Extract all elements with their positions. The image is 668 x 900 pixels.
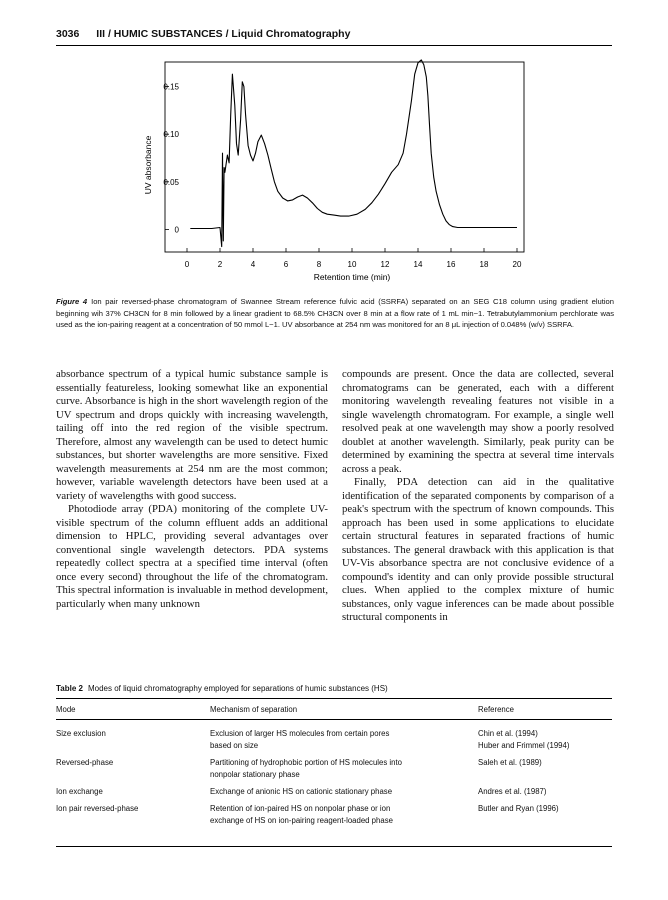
cell-line: Exclusion of larger HS molecules from certain pores [210,729,390,739]
cell-reference [478,754,612,783]
table-header-row [56,699,612,720]
y-tick-label: 0.05 [163,177,179,187]
cell-mode: Size exclusion [56,729,106,739]
cell-line: Chin et al. (1994) [478,729,538,739]
plot-area [143,60,524,282]
x-tick-label: 12 [380,260,390,269]
paragraph: Finally, PDA detection can aid in the qualitative identification of the separated components by comparison of a peak's spectrum with the spectrum of known compounds. This approach has been used in some applications to elucidate certain structural features in separated fractions of humic substances. The general drawback with this application is that UV-Vis absorbance spectra are not conclusive evidence of a compound's identity and can only provide possible structural clues. When applied to the complex mixture of humic substances, only vague inferences can be made about possible structural components in [342,476,614,623]
cell-reference [478,800,612,829]
table-title-text: Modes of liquid chromatography employed for separations of humic substances (HS) [87,684,388,693]
figure-caption [56,296,614,331]
cell-mechanism [210,754,478,783]
header-mode: Mode [56,699,210,720]
cell-mode: Reversed-phase [56,758,114,768]
cell-line: based on size [210,740,259,750]
table-title [56,684,388,693]
series-line [190,60,517,247]
table-row [56,754,612,783]
y-tick-label: 0 [174,225,179,235]
cell-reference [478,783,612,800]
x-tick-label: 2 [217,260,223,269]
cell-line: Huber and Frimmel (1994) [478,740,570,750]
table-row [56,720,612,754]
modes-table [56,698,612,829]
cell-line: Andres et al. (1987) [478,787,547,797]
y-tick-label: 0.10 [163,130,179,140]
cell-mode: Ion exchange [56,787,103,797]
cell-line: Retention of ion-paired HS on nonpolar phase or ion [210,804,391,814]
cell-reference [478,720,612,754]
table-row [56,800,612,829]
x-tick-label: 18 [479,260,489,269]
chromatogram-figure [0,0,668,292]
body-column-left [56,368,328,611]
header-mechanism: Mechanism of separation [210,699,478,720]
figure-label: Figure 4 [56,297,88,306]
table-bottom-rule [56,846,612,847]
header-reference: Reference [478,699,612,720]
x-tick-label: 4 [250,260,256,269]
x-tick-label: 8 [316,260,322,269]
cell-mechanism [210,720,478,754]
y-tick-label: 0.15 [163,82,179,92]
running-title: III / HUMIC SUBSTANCES / Liquid Chromatography [96,28,351,40]
paragraph: absorbance spectrum of a typical humic substance sample is essentially featureless, looking somewhat like an exponential curve. Absorbance is high in the short wavelength region of the UV spectrum and drops quickly with increasing wavelength, tailing off into the red region of the visible spectrum. Therefore, almost any wavelength can be used to detect humic substances, but shorter wavelengths are more sensitive. Fixed wavelength measurements at 254 nm are the most common; however, variable wavelength detectors have been used at a variety of wavelengths with good success. [56,368,328,502]
table-label: Table 2 [56,684,83,693]
cell-line: nonpolar stationary phase [210,769,300,779]
x-tick-label: 20 [512,260,522,269]
paragraph: compounds are present. Once the data are collected, several chromatograms can be generated, each with a different monitoring wavelength revealing features not visible in a single wavelength chromatogram. For example, a single well resolved peak at one wavelength may show a poorly resolved doublet at another wavelength. Similarly, peak purity can be determined by examining the spectra at several time intervals across a peak. [342,368,614,475]
x-tick-label: 6 [283,260,289,269]
x-tick-label: 14 [413,260,423,269]
cell-mechanism [210,800,478,829]
cell-mode: Ion pair reversed-phase [56,804,139,814]
cell-line: exchange of HS on ion-pairing reagent-loaded phase [210,815,393,825]
table-row [56,783,612,800]
paragraph: Photodiode array (PDA) monitoring of the complete UV-visible spectrum of the column effluent adds an additional dimension to HPLC, providing several advantages over conventional single wavelength detectors. PDA systems repeatedly collect spectra at a specified time interval (often once every second) throughout the life of the chromatogram. This spectral information is invaluable in method development, particularly when many unknown [56,503,328,610]
cell-line: Saleh et al. (1989) [478,758,542,768]
body-column-right [342,368,614,625]
figure-caption-text: Ion pair reversed-phase chromatogram of Swannee Stream reference fulvic acid (SSRFA) separated on an SEG C18 column using gradient elution beginning wih 37% CH3CN for 8 min followed by a linear gradient to 68.5% CH3CN over 8 min at a flow rate of 1 mL min−1. Tetrabutylammonium perchlorate was used as the ion-pairing reagent at a concentration of 50 mmol L−1. UV absorbance at 254 nm was monitored for an 8 μL injection of 0.048% (w/v) SSRFA. [56,297,614,329]
x-axis-label: Retention time (min) [313,272,391,282]
cell-line: Butler and Ryan (1996) [478,804,559,814]
cell-line: Partitioning of hydrophobic portion of HS molecules into [210,758,402,768]
cell-line: Exchange of anionic HS on cationic stationary phase [210,787,393,797]
x-tick-label: 10 [347,260,357,269]
page-number: 3036 [56,28,80,40]
cell-mechanism [210,783,478,800]
plot-frame [165,62,524,252]
x-tick-label: 16 [446,260,456,269]
y-axis-label: UV absorbance [143,135,153,195]
x-tick-label: 0 [184,260,190,269]
